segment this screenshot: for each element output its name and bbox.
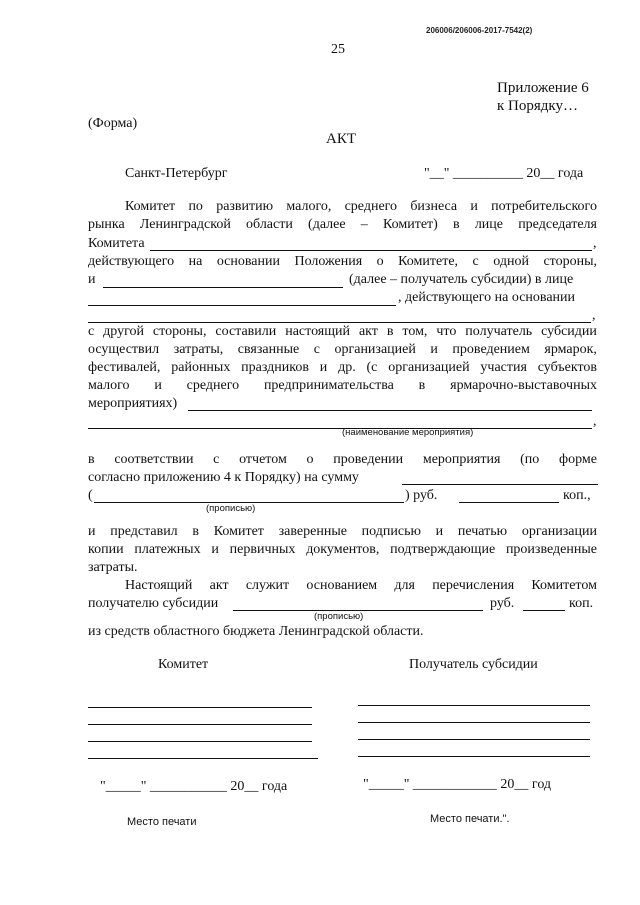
to-recipient-label: получателю субсидии — [88, 596, 219, 611]
recipient-signature-line-1[interactable] — [358, 705, 590, 706]
event-name-line-2[interactable] — [88, 428, 592, 429]
paragraph-4-line-3: из средств областного бюджета Ленинградской области. — [88, 624, 424, 639]
recipient-signature-line-4[interactable] — [358, 756, 590, 757]
open-paren: ( — [88, 488, 93, 503]
event-name-caption: (наименование мероприятия) — [342, 427, 474, 438]
committee-signature-title: Комитет — [158, 657, 209, 672]
page-number: 25 — [331, 42, 345, 57]
committee-signature-line-3[interactable] — [88, 741, 312, 742]
acting-on-basis: , действующего на основании — [398, 290, 576, 305]
paragraph-1-line-1: Комитет по развитию малого, среднего бизнеса и потребительского — [125, 199, 597, 214]
paragraph-1-line-9: осуществил затраты, связанные с организацией и проведением ярмарок, — [88, 342, 597, 357]
paragraph-1-line-10: фестивалей, районных праздников и др. (с организацией участия субъектов — [88, 360, 597, 375]
and-word: и — [88, 272, 96, 287]
events-label: мероприятиях) — [88, 396, 178, 411]
rub-label-2: руб. — [490, 596, 515, 611]
paragraph-1-line-4: действующего на основании Положения о Комитете, с одной стороны, — [88, 254, 597, 269]
basis-document-line[interactable] — [88, 322, 591, 323]
committee-label: Комитета — [88, 236, 145, 251]
paragraph-1-line-8: с другой стороны, составили настоящий акт в том, что получатель субсидии — [88, 324, 597, 339]
recipient-clause: (далее – получатель субсидии) в лице — [349, 272, 574, 287]
sum-digits-line[interactable] — [402, 484, 598, 485]
appendix-line-2: к Порядку… — [497, 98, 578, 114]
paragraph-1-line-2: рынка Ленинградской области (далее – Комитет) в лице председателя — [88, 217, 597, 232]
paragraph-2-line-2: согласно приложению 4 к Порядку) на сумму — [88, 470, 359, 485]
written-caption-2: (прописью) — [314, 611, 364, 622]
chairman-name-line[interactable] — [150, 250, 592, 251]
rub-label-1: ) руб. — [405, 488, 438, 503]
appendix-line-1: Приложение 6 — [497, 80, 589, 96]
paragraph-3-line-3: затраты. — [88, 560, 138, 575]
comma: , — [593, 236, 597, 251]
kop-label-1: коп., — [563, 488, 591, 503]
comma: , — [593, 414, 597, 429]
paragraph-3-line-1: и представил в Комитет заверенные подписью и печатью организации — [88, 524, 597, 539]
recipient-signature-line-2[interactable] — [358, 722, 590, 723]
city: Санкт-Петербург — [125, 166, 228, 181]
committee-signature-line-1[interactable] — [88, 707, 312, 708]
recipient-signature-line-3[interactable] — [358, 739, 590, 740]
committee-signature-date: "_____" ___________ 20__ года — [100, 779, 288, 794]
recipient-signature-date: "_____" ____________ 20__ год — [363, 777, 552, 792]
committee-stamp-place: Место печати — [127, 816, 197, 828]
representative-line[interactable] — [88, 305, 396, 306]
paragraph-1-line-11: малого и среднего предпринимательства в ярмарочно-выставочных — [88, 378, 597, 393]
kop-label-2: коп. — [569, 596, 594, 611]
paragraph-3-line-2: копии платежных и первичных документов, подтверждающие произведенные — [88, 542, 597, 557]
committee-signature-line-4[interactable] — [88, 758, 318, 759]
recipient-signature-title: Получатель субсидии — [409, 657, 538, 672]
form-label: (Форма) — [88, 116, 138, 131]
document-title: АКТ — [326, 131, 356, 147]
committee-signature-line-2[interactable] — [88, 724, 312, 725]
recipient-name-line[interactable] — [103, 287, 343, 288]
act-date-field: "__" __________ 20__ года — [424, 166, 584, 181]
recipient-stamp-place: Место печати.". — [430, 813, 510, 825]
event-name-line-1[interactable] — [188, 410, 592, 411]
sum-rub-line[interactable] — [459, 502, 559, 503]
transfer-kop-line[interactable] — [523, 610, 565, 611]
written-caption-1: (прописью) — [206, 503, 256, 514]
paragraph-4-line-1: Настоящий акт служит основанием для перечисления Комитетом — [125, 578, 597, 593]
document-id: 206006/206006-2017-7542(2) — [426, 26, 533, 35]
paragraph-2-line-1: в соответствии с отчетом о проведении мероприятия (по форме — [88, 452, 597, 467]
comma: , — [592, 308, 596, 323]
